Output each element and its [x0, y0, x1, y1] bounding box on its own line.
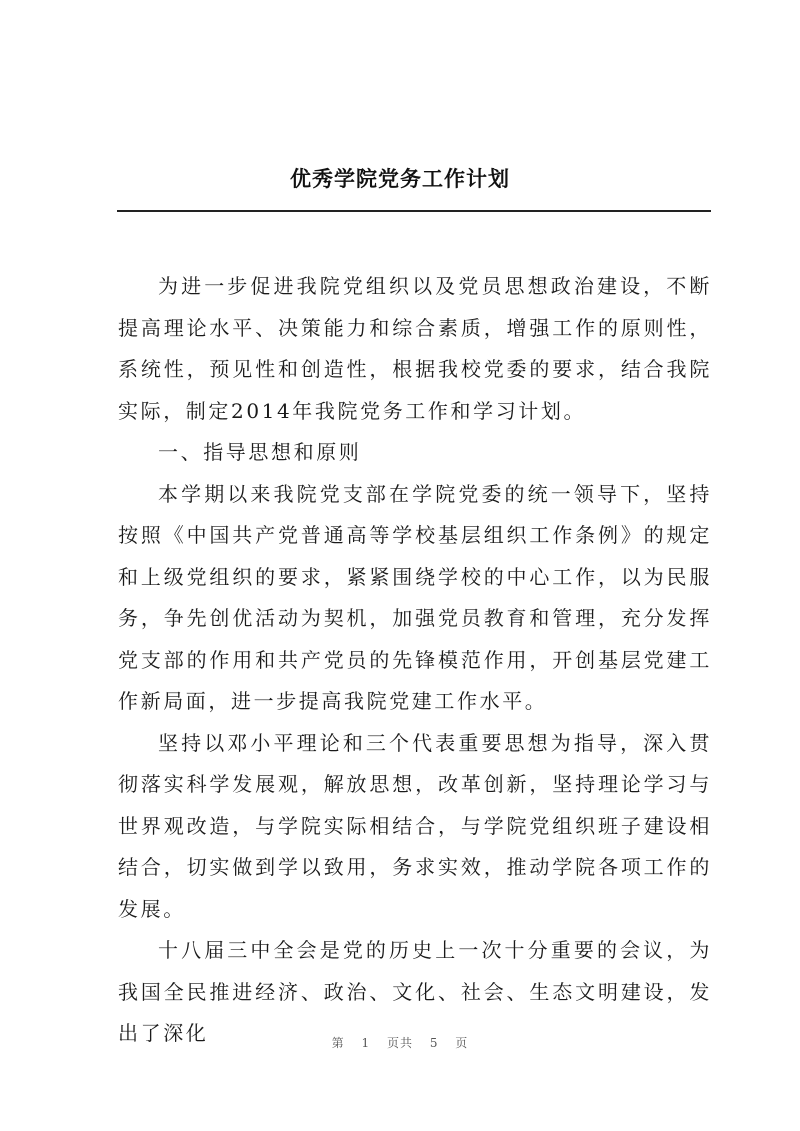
page-number: 1: [361, 1036, 371, 1050]
section-heading: 一、指导思想和原则: [158, 440, 362, 464]
paragraph-theory: 坚持以邓小平理论和三个代表重要思想为指导，深入贯彻落实科学发展观，解放思想，改革创新，坚持理论学习与世界观改造，与学院实际相结合，与学院党组织班子建设相结合，切实做到学以致用，务求实效，推动学院各项工作的发展。: [118, 730, 712, 921]
footer-suffix: 页: [455, 1036, 469, 1050]
paragraph-plenum: 十八届三中全会是党的历史上一次十分重要的会议，为我国全民推进经济、政治、文化、社会、生态文明建设，发出了深化: [118, 938, 712, 1045]
paragraph-intro: 为进一步促进我院党组织以及党员思想政治建设，不断提高理论水平、决策能力和综合素质，增强工作的原则性，系统性，预见性和创造性，根据我校党委的要求，结合我院实际，制定2014年我院党务工作和学习计划。: [118, 274, 712, 423]
paragraph-guidance: 本学期以来我院党支部在学院党委的统一领导下，坚持按照《中国共产党普通高等学校基层组织工作条例》的规定和上级党组织的要求，紧紧围绕学校的中心工作，以为民服务，争先创优活动为契机，加强党员教育和管理，充分发挥党支部的作用和共产党员的先锋模范作用，开创基层党建工作新局面，进一步提高我院党建工作水平。: [118, 481, 712, 713]
footer-middle: 页共: [386, 1036, 413, 1050]
document-body: [118, 266, 712, 1055]
page-total: 5: [429, 1036, 439, 1050]
title-divider: [117, 210, 711, 212]
page-footer: [0, 1034, 800, 1051]
footer-prefix: 第: [331, 1036, 345, 1050]
document-title: 优秀学院党务工作计划: [290, 167, 510, 191]
